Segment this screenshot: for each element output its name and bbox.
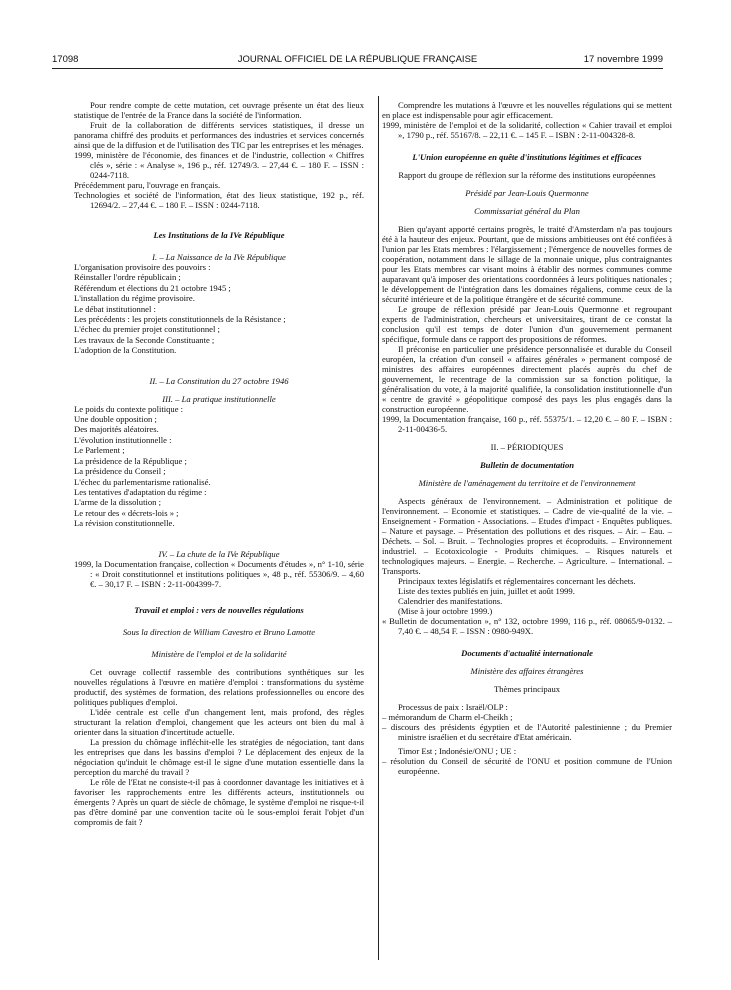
list-item: Le Parlement ; bbox=[74, 445, 125, 456]
list-item: L'échec du premier projet constitutionnel ; bbox=[74, 324, 220, 335]
right-column bbox=[382, 100, 672, 776]
list-item: Les travaux de la Seconde Constituante ; bbox=[74, 334, 215, 345]
section-4-title: IV. – La chute de la IVe République bbox=[158, 548, 280, 559]
left-column bbox=[74, 100, 364, 827]
travail-paragraph-3: La pression du chômage infléchit-elle les stratégies de négociation, tant dans les entreprises que dans les bassins d'emploi ? Le déplacement des enjeux de la négociation qu'induit le chômage est-il le signe d'une mutation essentielle dans la perception du marché du travail ? bbox=[74, 736, 364, 777]
page-number: 17098 bbox=[52, 54, 79, 65]
section-2-title: II. – La Constitution du 27 octobre 1946 bbox=[149, 375, 289, 386]
list-item: – résolution du Conseil de sécurité de l'ONU et position commune de l'Union européenne. bbox=[382, 756, 672, 776]
list-item: Le retour des « décrets-lois » ; bbox=[74, 507, 179, 518]
bulletin-paragraph-5: (Mise à jour octobre 1999.) bbox=[398, 606, 493, 616]
issue-date: 17 novembre 1999 bbox=[583, 54, 663, 65]
list-item: – discours des présidents égyptien et de l'Autorité palestinienne ; du Premier ministre israélien et du secrétaire d'Etat américain. bbox=[382, 722, 672, 742]
list-item: Référendum et élections du 21 octobre 1945 ; bbox=[74, 282, 231, 293]
list-item: Réinstaller l'ordre républicain ; bbox=[74, 272, 181, 283]
ue-paragraph-3: Il préconise en particulier une présidence personnalisée et durable du Conseil européen, la création d'un conseil « affaires générales » permanent composé de ministres des affaires européennes directement placés auprès du chef de gouvernement, le recentrage de la commission sur sa fonction politique, la généralisation du vote, à la majorité qualifiée, la consolidation institutionnelle d'un « centre de gravité » géopolitique composé des pays les plus engagés dans la construction européenne. bbox=[382, 344, 672, 414]
list-item: Le poids du contexte politique : bbox=[74, 403, 184, 414]
travail-ministry: Ministère de l'emploi et de la solidarité bbox=[151, 648, 287, 659]
header-rule bbox=[52, 68, 663, 69]
institutions-title: Les Institutions de la IVe République bbox=[153, 230, 285, 240]
reference-3: 1999, la Documentation française, collection « Documents d'études », n° 1-10, série : « Droit constitutionnel et institutions politiques », 48 p., réf. 55306/9. – 4,60 €. – 30,17 F. – ISBN : 2-11-004399-7. bbox=[74, 558, 364, 589]
list-item: L'installation du régime provisoire. bbox=[74, 293, 195, 304]
list-item: Les tentatives d'adaptation du régime : bbox=[74, 486, 207, 497]
list-item: L'évolution institutionnelle : bbox=[74, 434, 172, 445]
travail-paragraph-2: L'idée centrale est celle d'un changement lent, mais profond, des règles structurant la relation d'emploi, changement que les acteurs ont bien du mal à orienter dans la situation d'incertitude actuelle. bbox=[74, 706, 364, 737]
list-item: L'arme de la dissolution ; bbox=[74, 497, 161, 508]
reference-5: 1999, la Documentation française, 160 p., réf. 55375/1. – 12,20 €. – 80 F. – ISBN : 2-11-00436-5. bbox=[382, 414, 672, 434]
reference-4: 1999, ministère de l'emploi et de la solidarité, collection « Cahier travail et emploi », 1790 p., réf. 55167/8. – 22,11 €. – 145 F. – ISBN : 2-11-004328-8. bbox=[382, 120, 672, 140]
list-item: Les précédents : les projets constitutionnels de la Résistance ; bbox=[74, 314, 286, 325]
bulletin-paragraph-2: Principaux textes législatifs et réglementaires concernant les déchets. bbox=[398, 576, 636, 586]
bulletin-paragraph-4: Calendrier des manifestations. bbox=[398, 596, 503, 606]
reference-1-note: Précédemment paru, l'ouvrage en français. bbox=[74, 180, 221, 190]
continued-paragraph: Comprendre les mutations à l'œuvre et les nouvelles régulations qui se mettent en place est indispensable pour agir efficacement. bbox=[382, 100, 672, 120]
list-item: L'échec du parlementarisme rationalisé. bbox=[74, 476, 211, 487]
journal-title: JOURNAL OFFICIEL DE LA RÉPUBLIQUE FRANÇAISE bbox=[237, 54, 478, 65]
list-item: Des majorités aléatoires. bbox=[74, 424, 159, 435]
section-1-list bbox=[74, 262, 364, 356]
list-item: La présidence de la République ; bbox=[74, 455, 187, 466]
section-1-title: I. – La Naissance de la IVe République bbox=[152, 252, 286, 262]
travail-paragraph-1: Cet ouvrage collectif rassemble des contributions synthétiques sur les nouvelles régulations à l'œuvre en matière d'emploi : transformations du système productif, des systèmes de formation, des relations professionnelles ou encore des politiques publiques d'emploi. bbox=[74, 666, 364, 707]
bulletin-ministry: Ministère de l'aménagement du territoire et de l'environnement bbox=[418, 478, 636, 488]
bulletin-title: Bulletin de documentation bbox=[479, 460, 575, 470]
docs-title: Documents d'actualité internationale bbox=[461, 648, 593, 658]
section-3-list bbox=[74, 404, 364, 529]
ue-paragraph-2: Le groupe de réflexion présidé par Jean-Louis Quermonne et regroupant experts de l'administration, chercheurs et universitaires, tirant de ce constat la conclusion qu'il est temps de doter l'union d'un gouvernement permanent spécifique, formule dans ce rapport des propositions de réformes. bbox=[382, 304, 672, 344]
list-item: L'organisation provisoire des pouvoirs : bbox=[74, 262, 211, 272]
docs-themes: Thèmes principaux bbox=[493, 684, 561, 694]
ue-title: L'Union européenne en quête d'institutions légitimes et efficaces bbox=[412, 152, 642, 162]
ue-paragraph-1: Bien qu'ayant apporté certains progrès, le traité d'Amsterdam n'a pas toujours été à la hauteur des enjeux. Pourtant, que de missions ambitieuses ont été confiées à l'union par les Etats membres : l'élargissement ; l'émergence de nouvelles formes de coopération, notamment dans le sillage de la monnaie unique, plus contraignantes pour les Etats membres car visant moins à établir des normes communes comme auparavant qu'à imposer des orientations coordonnées à leurs politiques nationales ; le développement de l'intégration dans les domaines régaliens, comme ceux de la sécurité intérieure et de la politique étrangère et de sécurité commune. bbox=[382, 224, 672, 304]
travail-title: Travail et emploi : vers de nouvelles régulations bbox=[134, 604, 304, 615]
reference-6: « Bulletin de documentation », n° 132, octobre 1999, 116 p., réf. 08065/9-0132. – 7,40 €. – 48,54 F. – ISSN : 0980-949X. bbox=[382, 616, 672, 636]
column-divider bbox=[378, 96, 379, 960]
bulletin-paragraph-1: Aspects généraux de l'environnement. – Administration et politique de l'environnement. – Economie et statistiques. – Cadre de vie-qualité de la vie. – Enseignement - Formation - Associations. – Etudes d'impact - Enquêtes publiques. – Nature et paysage. – Présentation des pollutions et des risques. – Air. – Eau. – Déchets. – Sol. – Bruit. – Technologies propres et écoproduits. – Environnement industriel. – Ecotoxicologie - Produits chimiques. – Risques naturels et technologiques majeurs. – Energie. – Recherche. – Agriculture. – International. – Transports. bbox=[382, 496, 672, 576]
intro-paragraph-2: Fruit de la collaboration de différents services statistiques, il dresse un panorama chiffré des produits et performances des industries et services concernés ainsi que de la diffusion et de l'utilisation des TIC par les entreprises et les ménages. bbox=[74, 120, 364, 150]
ue-president: Présidé par Jean-Louis Quermonne bbox=[465, 188, 589, 198]
ue-subtitle: Rapport du groupe de réflexion sur la réforme des institutions européennes bbox=[398, 170, 656, 180]
docs-paragraph-2: Timor Est ; Indonésie/ONU ; UE : bbox=[398, 746, 517, 756]
docs-ministry: Ministère des affaires étrangères bbox=[470, 666, 584, 676]
intro-paragraph-1: Pour rendre compte de cette mutation, cet ouvrage présente un état des lieux statistique de l'entrée de la France dans la société de l'information. bbox=[74, 100, 364, 120]
list-item: L'adoption de la Constitution. bbox=[74, 345, 177, 356]
page-header bbox=[52, 54, 663, 68]
ue-commissariat: Commissariat général du Plan bbox=[474, 206, 580, 216]
docs-paragraph-1: Processus de paix : Israël/OLP : bbox=[398, 702, 508, 712]
reference-2: Technologies et société de l'information, état des lieux statistique, 192 p., réf. 12694/2. – 27,44 €. – 180 F. – ISSN : 0244-7118. bbox=[74, 190, 364, 210]
travail-paragraph-4: Le rôle de l'Etat ne consiste-t-il pas à coordonner davantage les initiatives et à favoriser les rapprochements entre les différents acteurs, institutionnels ou émergents ? Après un quart de siècle de chômage, le système d'emploi ne risque-t-il pas d'être dominé par une convention tacite où le sous-emploi ferait l'objet d'un compromis de fait ? bbox=[74, 776, 364, 827]
list-item: Une double opposition ; bbox=[74, 414, 157, 425]
travail-direction: Sous la direction de William Cavestro et Bruno Lamotte bbox=[122, 626, 316, 637]
periodiques-title: II. – PÉRIODIQUES bbox=[490, 442, 564, 452]
list-item: La révision constitutionnelle. bbox=[74, 518, 175, 529]
list-item: La présidence du Conseil ; bbox=[74, 466, 166, 477]
section-3-title: III. – La pratique institutionnelle bbox=[162, 393, 276, 404]
list-item: Le débat institutionnel : bbox=[74, 303, 156, 314]
reference-1: 1999, ministère de l'économie, des finances et de l'industrie, collection « Chiffres clés », série : « Analyse », 196 p., réf. 12749/3. – 27,44 €. – 180 F. – ISSN : 0244-7118. bbox=[74, 150, 364, 180]
list-item: – mémorandum de Charm el-Cheikh ; bbox=[382, 712, 513, 722]
bulletin-paragraph-3: Liste des textes publiés en juin, juillet et août 1999. bbox=[398, 586, 575, 596]
